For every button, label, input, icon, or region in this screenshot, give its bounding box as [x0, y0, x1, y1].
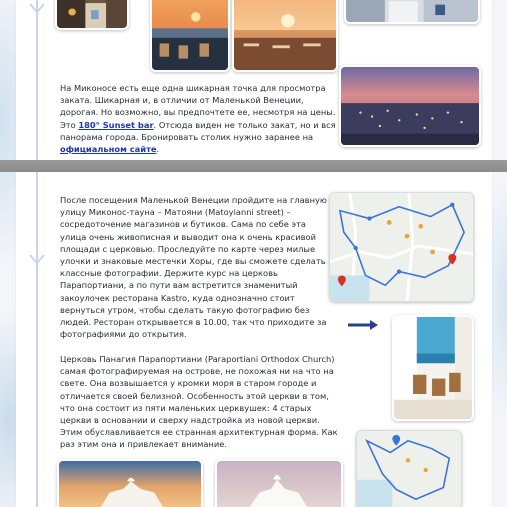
- official-site-link[interactable]: официальном сайте: [60, 144, 157, 155]
- photo-kastro-alley: [392, 315, 474, 421]
- photo-sunset-restaurant: [232, 0, 338, 72]
- arrow-right-icon: [348, 320, 378, 330]
- section-separator: [0, 160, 507, 172]
- timeline-line: [36, 172, 38, 507]
- matoyianni-paragraph: После посещения Маленькой Венеции пройдите на главную улицу Миконос-тауна – Матояни (Matoyianni street) – сосредоточение магазинов и бутиков. Сама по себе эта улица очень живописная и выводит она к очень красивой площади с церковью. Проследуйте по карте через милые улочки и знаковые местечки Хоры, где вы сможете сделать классные фотографии. Держите курс на церковь Парапортиани, а по пути вам встретится знаменитый закоулочек ресторана Kastro, куда однозначно стоит вернуться утром, чтобы сделать такую фотографию без людей. Ресторан открывается в 10.00, так что приходите за фотографиями до открытия.: [60, 195, 327, 340]
- photo-sunset-terrace: [150, 0, 230, 72]
- photo-180-sunset-bar: [339, 65, 481, 147]
- route-map: [329, 192, 474, 302]
- sunset-text-part-2: . Отсюда виден не только закат, но и вся панорама города. Бронировать столик нужно заранее на: [60, 119, 336, 142]
- photo-paraportiani-church-day: [215, 459, 343, 507]
- sunset-text-part-3: .: [156, 144, 160, 155]
- photo-town-street: [344, 0, 480, 24]
- chevron-down-icon: [28, 253, 46, 265]
- chevron-down-icon: [28, 2, 46, 14]
- timeline-line: [36, 0, 38, 160]
- paraportiani-paragraph: Церковь Панагия Парапортиани (Paraportiani Orthodox Church) самая фотографируемая на острове, не похожая ни на что на свете. Она возвышается у кромки моря в старом городе и отличается своей белизной. Особенность этой церкви в том, что она состоит из пяти маленьких церквушек: 4 старых церкви в основании и сверху надстройка из новой церкви. Этим обуславливается ее странная архитектурная форма. Как раз этим она и привлекает внимание.: [60, 354, 338, 450]
- sunset-bar-link[interactable]: 180° Sunset bar: [78, 119, 154, 130]
- photo-paraportiani-church-sunset: [57, 459, 203, 507]
- sunset-text-part-1: На Миконосе есть еще одна шикарная точка для просмотра заката. Шикарная и, в отличии от Маленькой Венеции, дорогая. Но возможно, вы предпочтете ее, несмотря на цены. Это: [60, 83, 336, 130]
- sunset-bar-paragraph: [60, 82, 338, 155]
- route-map-2: [356, 430, 462, 507]
- photo-little-venice-evening: [55, 0, 129, 30]
